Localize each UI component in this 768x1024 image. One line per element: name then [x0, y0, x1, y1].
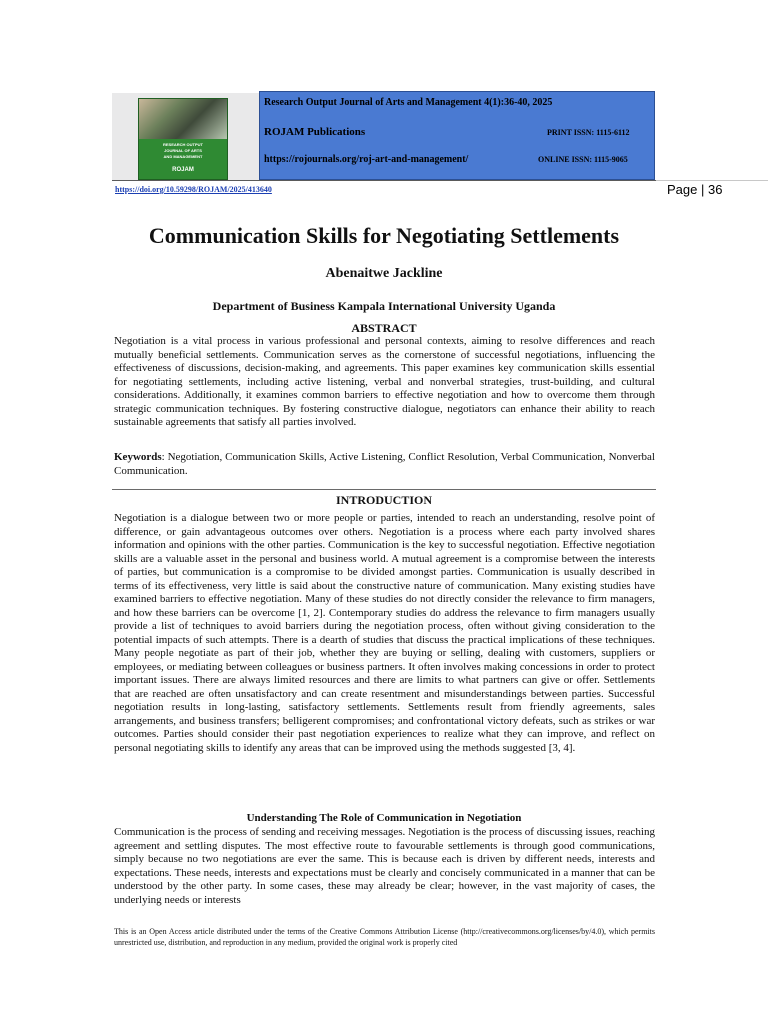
- doi-link[interactable]: https://doi.org/10.59298/ROJAM/2025/413640: [115, 185, 272, 194]
- journal-citation: Research Output Journal of Arts and Management 4(1):36-40, 2025: [264, 97, 553, 108]
- abstract-heading: ABSTRACT: [351, 321, 417, 335]
- license-footer: This is an Open Access article distributed under the terms of the Creative Commons Attribution License (http://creativecommons.org/licenses/by/4.0), which permits unrestricted use, distribution, and reproduction in any medium, provided the original work is properly cited: [114, 927, 655, 947]
- keywords-text: : Negotiation, Communication Skills, Active Listening, Conflict Resolution, Verbal Communication, Nonverbal Communication.: [114, 451, 655, 477]
- header-rule: [112, 180, 656, 181]
- subsection-text: Communication is the process of sending and receiving messages. Negotiation is the process of discussing issues, reaching agreement and settling disputes. The most effective route to favourable settlements is through good communications, simply because no two negotiations are ever the same. This is because each is driven by different needs, interests and expectations. These needs, interests and expectations must be clearly and concisely communicated in a manner that can be understood by the other party. In some cases, these may already be clear; however, in the vast majority of cases, the underlying needs or interests: [114, 826, 655, 906]
- subsection-heading: Understanding The Role of Communication in Negotiation: [246, 812, 522, 824]
- section-divider: [112, 489, 656, 490]
- page-number: Page | 36: [667, 182, 723, 197]
- abstract-text: Negotiation is a vital process in various professional and personal contexts, aiming to resolve differences and reach mutually beneficial settlements. Communication serves as the cornerstone of successful negotiations, influencing the effectiveness of discussions, decision-making, and agreements. This paper examines key communication skills essential for negotiating settlements, including active listening, verbal and nonverbal strategies, trust-building, and cultural considerations. Additionally, it examines common barriers to effective negotiation and how to overcome them through strategic communication techniques. By fostering constructive dialogue, negotiators can enhance their ability to reach sustainable agreements that satisfy all parties involved.: [114, 335, 655, 428]
- cover-line-3: AND MANAGEMENT: [163, 154, 203, 159]
- author-affiliation: Department of Business Kampala International University Uganda: [212, 299, 556, 313]
- cover-photo: [139, 99, 227, 139]
- header-rule-right: [656, 180, 768, 181]
- introduction-text: Negotiation is a dialogue between two or more people or parties, intended to reach an understanding, resolve point of difference, or gain advantageous outcomes over others. Negotiation is a process where each party involved shares information and opinions with the other parties. Communication is the key to successful negotiation. Effective negotiation skills are a valuable asset in the personal and business world. A mutual agreement is a compromise between the interests of parties, but communication is a compromise to be divided amongst parties. Communication is usually described in terms of its effectiveness, very little is said about the constructive nature of communication. Many existing studies have examined barriers to effective negotiation. Many of these studies do not directly consider the relevance to firm managers, and how these barriers can be overcome [1, 2]. Contemporary studies do address the relevance to firm managers usually provide a list of techniques to avoid barriers during the negotiation process, often without giving consideration to the potential impacts of such attempts. There is a dearth of studies that discuss the practical implications of these techniques. Many people negotiate as part of their job, whether they are buying or selling, dealing with customers, suppliers or employees, or mediating between colleagues or business partners. It often involves making concessions in order to protect important issues. There are always limited resources and there are limits to what partners can give or offer. Settlements that are reached are often unsatisfactory and can create resentment and misunderstandings between parties. Successful negotiation results in long-lasting, satisfactory settlements. Settlements result from friendly agreements, sales arrangements, and business transfers; belligerent compromises; and confrontational victory defeats, such as strikes or war outcomes. Parties should consider their past negotiation experiences to realize what they can improve, and reflect on personal negotiating skills to identify any areas that can be improved using the methods suggested [3, 4].: [114, 512, 655, 754]
- introduction-heading: INTRODUCTION: [335, 493, 432, 507]
- cover-brand: ROJAM: [172, 167, 194, 173]
- article-title: Communication Skills for Negotiating Settlements: [148, 223, 620, 248]
- journal-header-box: [259, 91, 655, 180]
- keywords: [114, 451, 655, 478]
- publisher-name: ROJAM Publications: [264, 126, 366, 138]
- journal-url[interactable]: https://rojournals.org/roj-art-and-management/: [264, 154, 469, 165]
- keywords-label: Keywords: [114, 451, 162, 463]
- journal-cover-image: [138, 98, 228, 180]
- cover-line-2: JOURNAL OF ARTS: [164, 148, 202, 153]
- print-issn: PRINT ISSN: 1115-6112: [547, 128, 630, 137]
- online-issn: ONLINE ISSN: 1115-9065: [538, 155, 628, 164]
- cover-line-1: RESEARCH OUTPUT: [162, 142, 203, 147]
- author-name: Abenaitwe Jackline: [325, 266, 443, 281]
